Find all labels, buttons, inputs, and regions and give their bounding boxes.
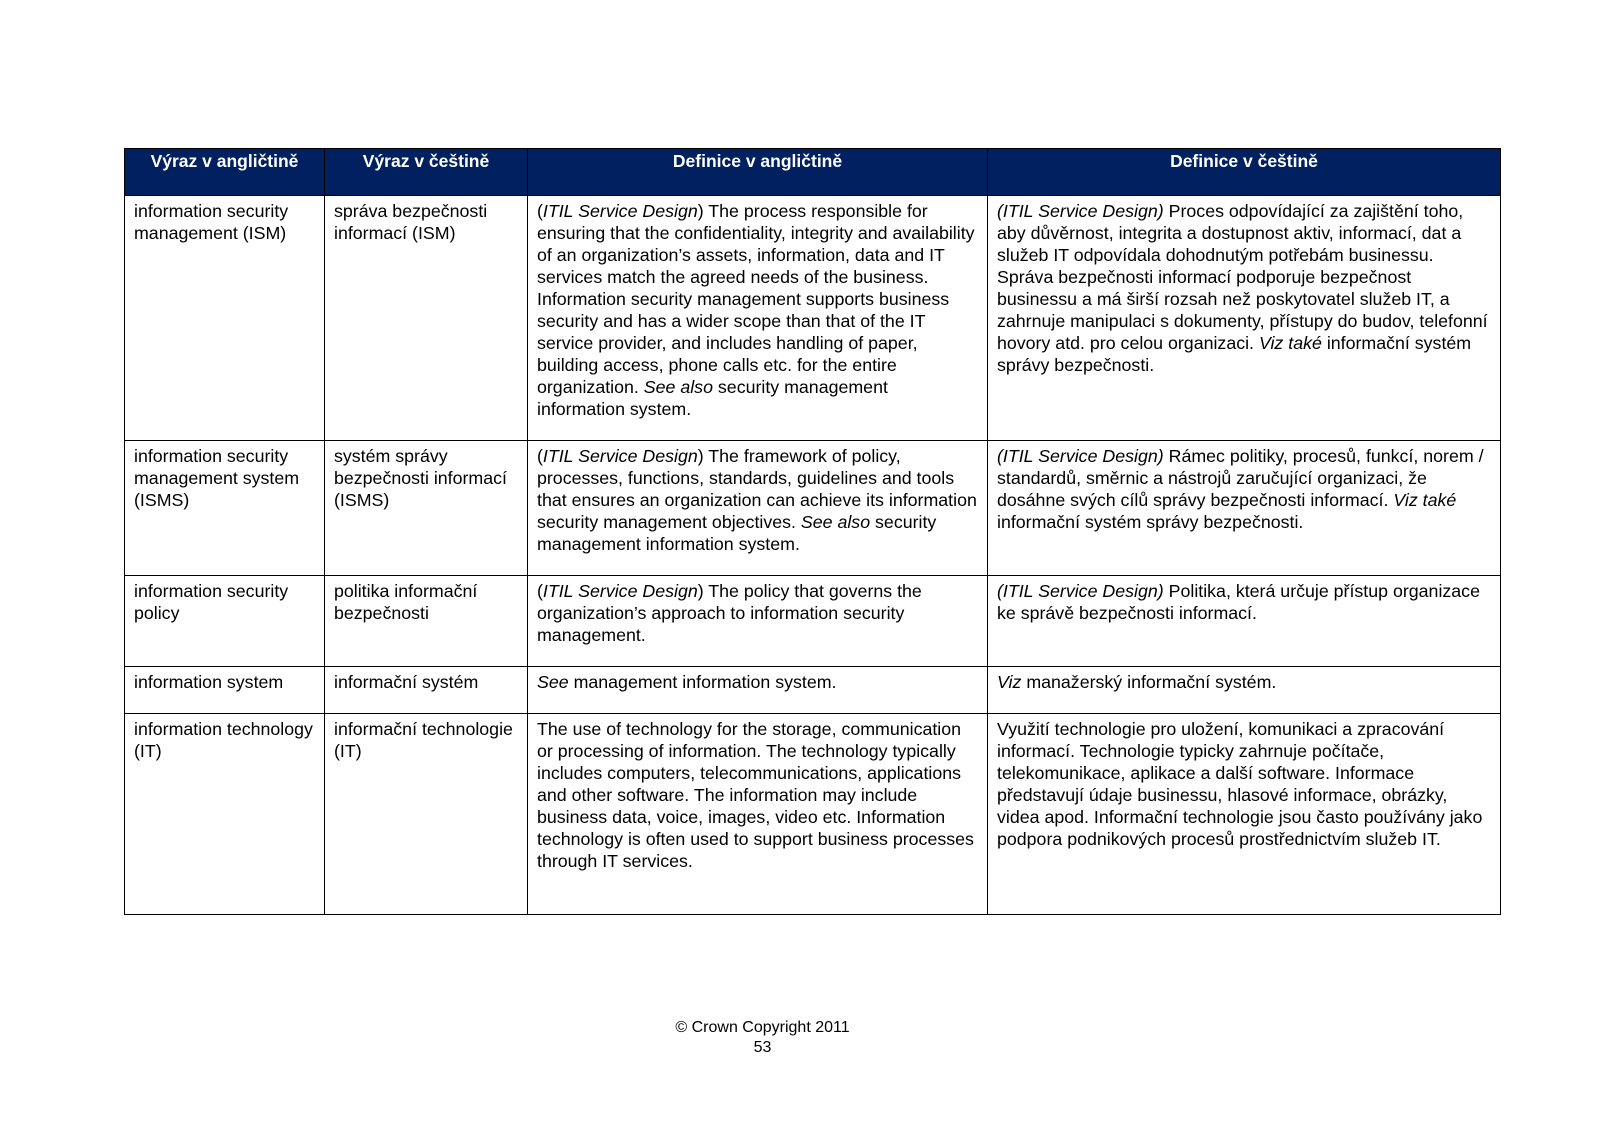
- table-row: [125, 441, 1501, 576]
- term-cs-cell: systém správy bezpečnosti informací (ISMS): [325, 441, 528, 576]
- header-definition-cs: Definice v češtině: [988, 149, 1501, 196]
- table-row: [125, 576, 1501, 667]
- term-en-cell: information security management system (ISMS): [125, 441, 325, 576]
- glossary-table: [124, 148, 1501, 915]
- term-cs-cell: správa bezpečnosti informací (ISM): [325, 196, 528, 441]
- header-definition-en: Definice v angličtině: [528, 149, 988, 196]
- definition-en-cell: [528, 667, 988, 714]
- see-also-label: Viz také: [1393, 490, 1457, 510]
- table-header-row: [125, 149, 1501, 196]
- table-row: [125, 667, 1501, 714]
- copyright-notice: © Crown Copyright 2011: [675, 1019, 850, 1036]
- definition-text: Proces odpovídající za zajištění toho, aby důvěrnost, integrita a dostupnost aktiv, informací, dat a služeb IT odpovídala dohodnutým potřebám businessu. Správa bezpečnosti informací podporuje bezpečnost businessu a má širší rozsah než poskytovatel služeb IT, a zahrnuje manipulaci s dokumenty, přístupy do budov, telefonní hovory atd. pro celou organizaci.: [997, 201, 1488, 353]
- definition-text: Politika, která určuje přístup organizace ke správě bezpečnosti informací.: [997, 581, 1480, 623]
- definition-en-cell: (ITIL Service Design) The process responsible for ensuring that the confidentiality, integrity and availability of an organization’s assets, information, data and IT services match the agreed needs of the business. Information security management supports business security and has a wider scope than that of the IT service provider, and includes handling of paper, building access, phone calls etc. for the entire organization. See also security management information system.: [528, 196, 988, 441]
- term-en-cell: information system: [125, 667, 325, 714]
- term-en-cell: information security management (ISM): [125, 196, 325, 441]
- see-also-target: informační systém správy bezpečnosti.: [997, 333, 1472, 375]
- source-reference: ITIL Service Design: [542, 581, 698, 601]
- page-number: 53: [753, 1039, 772, 1056]
- table-row: [125, 196, 1501, 441]
- definition-cs-cell: [988, 196, 1501, 441]
- source-reference: ITIL Service Design: [542, 201, 698, 221]
- source-reference: ITIL Service Design: [542, 446, 698, 466]
- header-term-cs: Výraz v češtině: [325, 149, 528, 196]
- see-also-target: security management information system.: [537, 377, 888, 419]
- term-en-cell: information security policy: [125, 576, 325, 667]
- definition-en-cell: (ITIL Service Design) The framework of policy, processes, functions, standards, guidelines and tools that ensures an organization can achieve its information security management objectives. See also security management information system.: [528, 441, 988, 576]
- see-also-label: See also: [643, 377, 713, 397]
- definition-text: The framework of policy, processes, functions, standards, guidelines and tools that ensures an organization can achieve its information security management objectives.: [537, 446, 977, 532]
- definition-text: The policy that governs the organization’s approach to information security management.: [537, 581, 922, 645]
- see-also-target: security management information system.: [537, 512, 937, 554]
- term-en-cell: information technology (IT): [125, 714, 325, 915]
- definition-cs-cell: [988, 576, 1501, 667]
- term-cs-cell: informační technologie (IT): [325, 714, 528, 915]
- source-reference: (ITIL Service Design): [997, 446, 1164, 466]
- definition-text: The process responsible for ensuring that the confidentiality, integrity and availability of an organization’s assets, information, data and IT services match the agreed needs of the business. Information security management supports business security and has a wider scope than that of the IT service provider, and includes handling of paper, building access, phone calls etc. for the entire organization.: [537, 201, 975, 397]
- header-term-en: Výraz v angličtině: [125, 149, 325, 196]
- definition-cs-cell: [988, 667, 1501, 714]
- see-also-label: Viz také: [1258, 333, 1322, 353]
- term-cs-cell: informační systém: [325, 667, 528, 714]
- see-label: See: [537, 672, 569, 692]
- source-reference: (ITIL Service Design): [997, 581, 1164, 601]
- definition-en-cell: (ITIL Service Design) The policy that governs the organization’s approach to information security management.: [528, 576, 988, 667]
- source-reference: (ITIL Service Design): [997, 201, 1164, 221]
- see-also-label: See also: [800, 512, 871, 532]
- term-cs-cell: politika informační bezpečnosti: [325, 576, 528, 667]
- see-target: manažerský informační systém.: [1021, 672, 1277, 692]
- see-target: management information system.: [568, 672, 837, 692]
- see-label: Viz: [997, 672, 1022, 692]
- definition-en-cell: The use of technology for the storage, communication or processing of information. The technology typically includes computers, telecommunications, applications and other software. The information may include business data, voice, images, video etc. Information technology is often used to support business processes through IT services.: [528, 714, 988, 915]
- definition-cs-cell: Využití technologie pro uložení, komunikaci a zpracování informací. Technologie typicky zahrnuje počítače, telekomunikace, aplikace a další software. Informace představují údaje businessu, hlasové informace, obrázky, videa apod. Informační technologie jsou často používány jako podpora podnikových procesů prostřednictvím služeb IT.: [988, 714, 1501, 915]
- definition-cs-cell: [988, 441, 1501, 576]
- table-row: [125, 714, 1501, 915]
- definition-text: Rámec politiky, procesů, funkcí, norem / standardů, směrnic a nástrojů zaručující organizaci, že dosáhne svých cílů správy bezpečnosti informací.: [997, 446, 1484, 510]
- see-also-target: informační systém správy bezpečnosti.: [997, 512, 1304, 532]
